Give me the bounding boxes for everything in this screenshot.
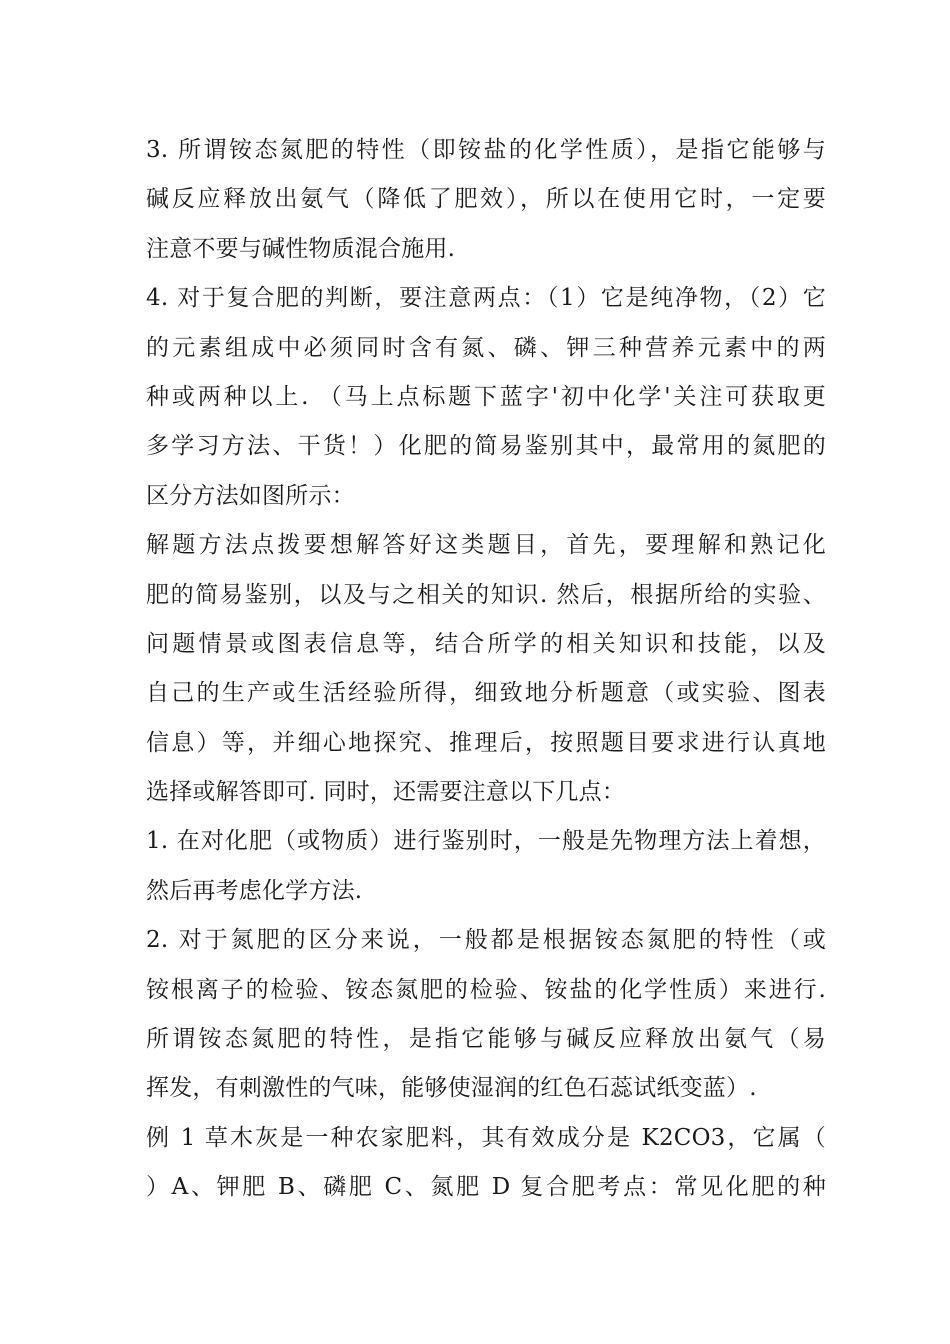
text-line: 问题情景或图表信息等，结合所学的相关知识和技能，以及	[146, 630, 826, 657]
text-line: 选择或解答即可. 同时，还需要注意以下几点：	[146, 779, 626, 806]
text-line: 3. 所谓铵态氮肥的特性（即铵盐的化学性质），是指它能够与	[146, 137, 826, 163]
text-line: 所谓铵态氮肥的特性，是指它能够与碱反应释放出氨气（易	[146, 1026, 826, 1053]
text-line: ）A、钾肥 B、磷肥 C、氮肥 D 复合肥考点：常见化肥的种	[146, 1174, 826, 1201]
document-body	[146, 126, 826, 1213]
text-line: 肥的简易鉴别，以及与之相关的知识. 然后，根据所给的实验、	[146, 581, 826, 608]
text-line: 种或两种以上. （马上点标题下蓝字'初中化学'关注可获取更	[146, 383, 826, 410]
text-line: 1. 在对化肥（或物质）进行鉴别时，一般是先物理方法上着想，	[146, 828, 826, 855]
text-line: 碱反应释放出氨气（降低了肥效），所以在使用它时，一定要	[146, 186, 826, 213]
text-line: 注意不要与碱性物质混合施用.	[146, 235, 456, 262]
text-line: 自己的生产或生活经验所得，细致地分析题意（或实验、图表	[146, 680, 826, 707]
text-line: 多学习方法、干货！）化肥的简易鉴别其中，最常用的氮肥的	[146, 433, 826, 460]
text-line: 的元素组成中必须同时含有氮、磷、钾三种营养元素中的两	[146, 334, 826, 361]
text-line: 然后再考虑化学方法.	[146, 877, 363, 904]
text-line: 信息）等，并细心地探究、推理后，按照题目要求进行认真地	[146, 729, 826, 756]
text-line: 4. 对于复合肥的判断，要注意两点：（1）它是纯净物，（2）它	[146, 285, 826, 312]
text-line: 挥发，有刺激性的气味，能够使湿润的红色石蕊试纸变蓝）.	[146, 1075, 757, 1102]
text-line: 解题方法点拨要想解答好这类题目，首先，要理解和熟记化	[146, 532, 826, 559]
text-line: 铵根离子的检验、铵态氮肥的检验、铵盐的化学性质）来进行.	[146, 976, 826, 1003]
text-line: 区分方法如图所示：	[146, 482, 355, 509]
text-line: 例 1 草木灰是一种农家肥料，其有效成分是 K2CO3，它属（	[146, 1124, 826, 1151]
text-line: 2. 对于氮肥的区分来说，一般都是根据铵态氮肥的特性（或	[146, 927, 826, 954]
